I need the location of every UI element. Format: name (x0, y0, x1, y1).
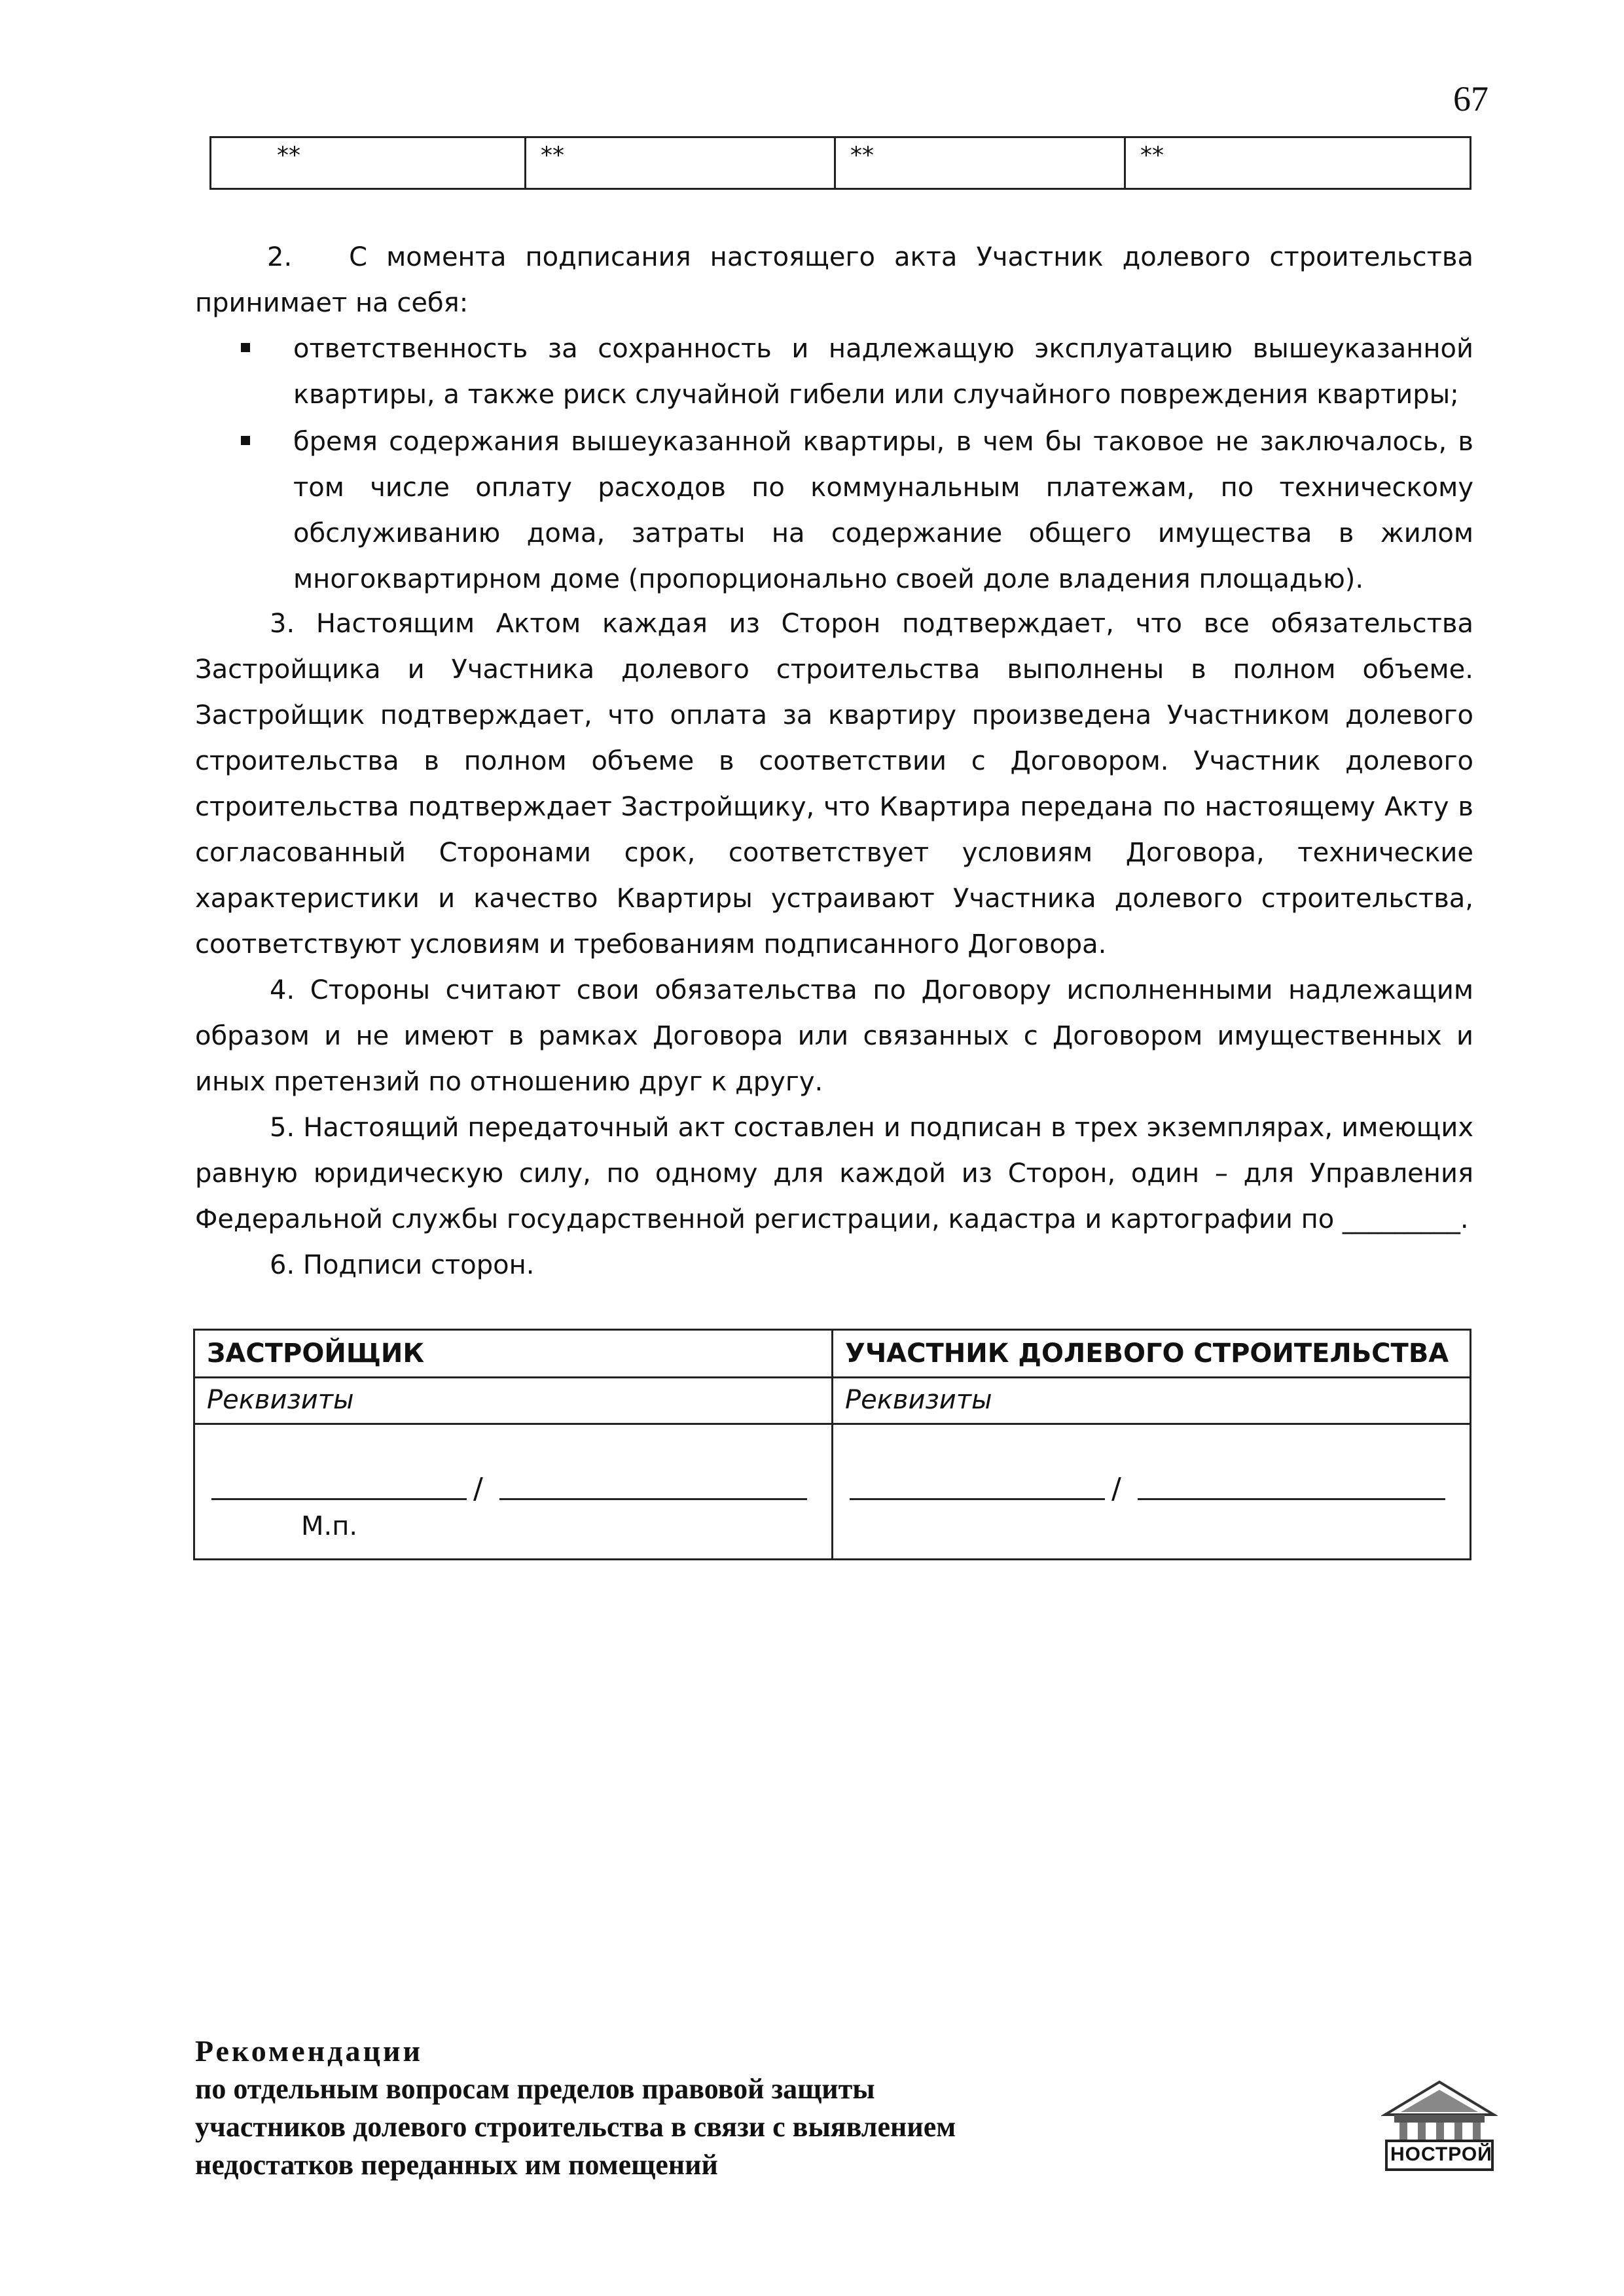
separator-slash: / (1111, 1472, 1121, 1505)
bullet-list (195, 326, 1473, 602)
signature-line (211, 1498, 467, 1500)
list-item-text: бремя содержания вышеуказанной квартиры, в чем бы таковое не заключалось, в том числе оплату расходов по коммунальным платежам, по техническому обслуживанию дома, затраты на содержание общего имущества в жилом многоквартирном доме (пропорционально своей доле владения площадью). (293, 427, 1473, 594)
paragraph-4: 4. Стороны считают свои обязательства по Договору исполненными надлежащим образом и не имеют в рамках Договора или связанных с Договором имущественных и иных претензий по отношению друг к другу. (195, 975, 1473, 1097)
participant-header: УЧАСТНИК ДОЛЕВОГО СТРОИТЕЛЬСТВА (833, 1330, 1471, 1378)
developer-signature-cell (194, 1424, 833, 1560)
page-number: 67 (1453, 79, 1489, 118)
paragraph-6: 6. Подписи сторон. (270, 1250, 535, 1280)
footer-title: Рекомендации (195, 2034, 423, 2068)
nostroy-logo (1381, 2078, 1498, 2174)
table-cell: ** (1125, 137, 1471, 189)
bullet-icon (241, 343, 250, 352)
developer-requisites: Реквизиты (194, 1378, 833, 1424)
list-item (195, 419, 1473, 602)
name-line (499, 1498, 807, 1500)
paragraph-5: 5. Настоящий передаточный акт составлен и подписан в трех экземплярах, имеющих равную юридическую силу, по одному для каждой из Сторон, один – для Управления Федеральной службы государственной регистрации, кадастра и картографии по _________. (195, 1113, 1473, 1234)
top-table (209, 136, 1471, 190)
section-2-intro: 2. С момента подписания настоящего акта Участник долевого строительства принимает на себя: (195, 242, 1473, 318)
signature-table (193, 1329, 1471, 1560)
logo-text: НОСТРОЙ (1390, 2144, 1492, 2165)
section-2 (195, 234, 1473, 326)
paragraph-3: 3. Настоящим Актом каждая из Сторон подтверждает, что все обязательства Застройщика и Участника долевого строительства выполнены в полном объеме. Застройщик подтверждает, что оплата за квартиру произведена Участником долевого строительства в полном объеме в соответствии с Договором. Участник долевого строительства подтверждает Застройщику, что Квартира передана по настоящему Акту в согласованный Сторонами срок, соответствует условиям Договора, технические характеристики и качество Квартиры устраивают Участника долевого строительства, соответствуют условиям и требованиям подписанного Договора. (195, 609, 1473, 960)
participant-requisites: Реквизиты (833, 1378, 1471, 1424)
footer-line: участников долевого строительства в связи с выявлением (195, 2111, 956, 2143)
list-item-text: ответственность за сохранность и надлежащую эксплуатацию вышеуказанной квартиры, а также риск случайной гибели или случайного повреждения квартиры; (293, 334, 1473, 410)
bullet-icon (241, 436, 250, 445)
table-cell: ** (526, 137, 835, 189)
stamp-label: М.п. (301, 1511, 358, 1541)
footer-title-block (195, 2032, 956, 2184)
participant-signature-cell (833, 1424, 1471, 1560)
footer-line: недостатков переданных им помещений (195, 2149, 718, 2181)
signature-line (850, 1498, 1105, 1500)
name-line (1138, 1498, 1445, 1500)
footer-line: по отдельным вопросам пределов правовой защиты (195, 2073, 875, 2105)
developer-header: ЗАСТРОЙЩИК (194, 1330, 833, 1378)
main-paragraphs (195, 601, 1473, 1288)
list-item (195, 326, 1473, 418)
separator-slash: / (473, 1472, 483, 1505)
table-cell: ** (835, 137, 1125, 189)
table-cell: ** (211, 137, 526, 189)
